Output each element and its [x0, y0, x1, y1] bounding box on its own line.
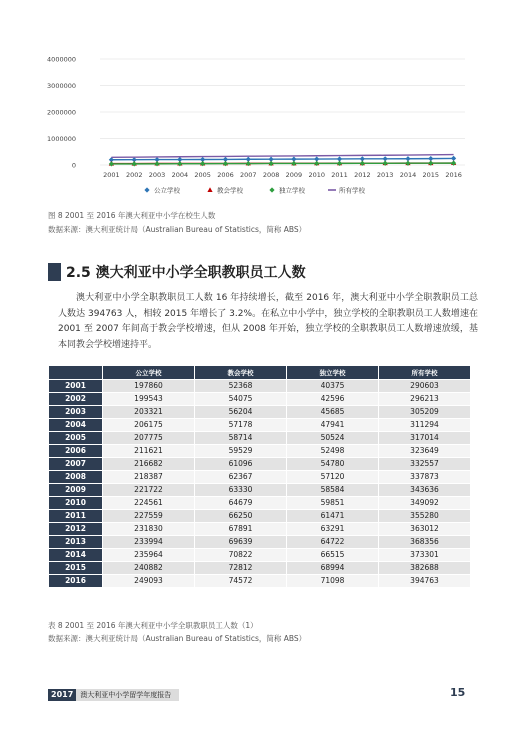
section-heading-text: 2.5 澳大利亚中小学全职教职员工人数	[66, 265, 306, 281]
table-value-cell: 221722	[103, 484, 195, 497]
x-tick-label: 2009	[285, 171, 303, 179]
legend-symbol	[144, 187, 149, 192]
table-value-cell: 349092	[379, 497, 471, 510]
x-tick-label: 2011	[331, 171, 348, 179]
table-header-cell: 教会学校	[195, 366, 287, 380]
table-value-cell: 57120	[287, 471, 379, 484]
legend-label: 所有学校	[339, 186, 365, 195]
table-year-cell: 2007	[49, 458, 103, 471]
table-value-cell: 63291	[287, 523, 379, 536]
table-year-cell: 2001	[49, 380, 103, 393]
table-value-cell: 54075	[195, 393, 287, 406]
table-value-cell: 296213	[379, 393, 471, 406]
legend-label: 教会学校	[217, 186, 243, 195]
x-tick-label: 2016	[445, 171, 462, 179]
legend-label: 独立学校	[279, 186, 305, 195]
table-value-cell: 59529	[195, 445, 287, 458]
table-value-cell: 63330	[195, 484, 287, 497]
table-value-cell: 394763	[379, 575, 471, 588]
table-value-cell: 68994	[287, 562, 379, 575]
figure-caption: 图 8 2001 至 2016 年澳大利亚中小学在校生人数	[48, 211, 216, 220]
table-value-cell: 69639	[195, 536, 287, 549]
table-header-cell	[49, 366, 103, 380]
table-year-cell: 2016	[49, 575, 103, 588]
table-year-cell: 2004	[49, 419, 103, 432]
table-year-cell: 2012	[49, 523, 103, 536]
table-value-cell: 290603	[379, 380, 471, 393]
table-value-cell: 231830	[103, 523, 195, 536]
data-point	[200, 161, 205, 166]
table-caption: 表 8 2001 至 2016 年澳大利亚中小学全职教职员工人数（1）	[48, 621, 258, 630]
table-value-cell: 74572	[195, 575, 287, 588]
table-value-cell: 58714	[195, 432, 287, 445]
table-row	[49, 523, 471, 536]
x-tick-label: 2013	[376, 171, 394, 179]
table-value-cell: 207775	[103, 432, 195, 445]
table-row	[49, 458, 471, 471]
table-value-cell: 40375	[287, 380, 379, 393]
page-number: 15	[450, 686, 466, 699]
table-row	[49, 393, 471, 406]
table-year-cell: 2003	[49, 406, 103, 419]
x-tick-label: 2005	[194, 171, 211, 179]
y-tick-label: 1000000	[47, 135, 76, 143]
table-source: 数据来源：澳大利亚统计局（Australian Bureau of Statistics，简称 ABS）	[48, 634, 307, 643]
table-year-cell: 2010	[49, 497, 103, 510]
table-value-cell: 373301	[379, 549, 471, 562]
x-tick-label: 2012	[354, 171, 371, 179]
table-value-cell: 355280	[379, 510, 471, 523]
table-value-cell: 343636	[379, 484, 471, 497]
table-value-cell: 199543	[103, 393, 195, 406]
table-value-cell: 363012	[379, 523, 471, 536]
y-tick-label: 3000000	[47, 82, 76, 90]
table-value-cell: 317014	[379, 432, 471, 445]
data-point	[132, 161, 137, 166]
table-value-cell: 235964	[103, 549, 195, 562]
table-row	[49, 536, 471, 549]
table-value-cell: 66515	[287, 549, 379, 562]
table-row	[49, 562, 471, 575]
table-value-cell: 62367	[195, 471, 287, 484]
table-row	[49, 549, 471, 562]
heading-marker	[48, 263, 61, 281]
data-point	[223, 161, 228, 166]
figure-source: 数据来源：澳大利亚统计局（Australian Bureau of Statistics，简称 ABS）	[48, 225, 307, 234]
x-tick-label: 2002	[125, 171, 143, 179]
data-point	[177, 161, 182, 166]
x-tick-label: 2006	[217, 171, 234, 179]
table-row	[49, 445, 471, 458]
x-tick-label: 2014	[399, 171, 417, 179]
table-value-cell: 67891	[195, 523, 287, 536]
table-value-cell: 233994	[103, 536, 195, 549]
table-year-cell: 2011	[49, 510, 103, 523]
table-value-cell: 52368	[195, 380, 287, 393]
table-year-cell: 2005	[49, 432, 103, 445]
table-value-cell: 323649	[379, 445, 471, 458]
table-value-cell: 337873	[379, 471, 471, 484]
table-year-cell: 2013	[49, 536, 103, 549]
table-value-cell: 47941	[287, 419, 379, 432]
table-header-cell: 独立学校	[287, 366, 379, 380]
table-row	[49, 471, 471, 484]
footer-year: 2017	[48, 689, 76, 701]
table-year-cell: 2014	[49, 549, 103, 562]
x-tick-label: 2004	[171, 171, 189, 179]
table-value-cell: 311294	[379, 419, 471, 432]
y-tick-label: 4000000	[47, 55, 76, 64]
x-tick-label: 2003	[148, 171, 166, 179]
table-value-cell: 332557	[379, 458, 471, 471]
table-header-cell: 公立学校	[103, 366, 195, 380]
table-value-cell: 59851	[287, 497, 379, 510]
table-value-cell: 64679	[195, 497, 287, 510]
table-value-cell: 227559	[103, 510, 195, 523]
table-value-cell: 249093	[103, 575, 195, 588]
legend-label: 公立学校	[154, 186, 180, 195]
series-line	[111, 155, 453, 158]
table-value-cell: 72812	[195, 562, 287, 575]
table-value-cell: 224561	[103, 497, 195, 510]
table-value-cell: 54780	[287, 458, 379, 471]
table-value-cell: 206175	[103, 419, 195, 432]
series-line	[111, 158, 453, 159]
section-heading	[48, 262, 306, 282]
data-point	[154, 161, 159, 166]
table-value-cell: 70822	[195, 549, 287, 562]
table-value-cell: 45685	[287, 406, 379, 419]
data-point	[451, 156, 456, 161]
table-value-cell: 71098	[287, 575, 379, 588]
data-point	[109, 161, 114, 166]
x-tick-label: 2015	[422, 171, 440, 179]
table-value-cell: 64722	[287, 536, 379, 549]
table-value-cell: 218387	[103, 471, 195, 484]
table-value-cell: 211621	[103, 445, 195, 458]
x-tick-label: 2008	[262, 171, 280, 179]
table-year-cell: 2009	[49, 484, 103, 497]
table-row	[49, 406, 471, 419]
table-value-cell: 382688	[379, 562, 471, 575]
x-tick-label: 2001	[103, 171, 120, 179]
table-row	[49, 419, 471, 432]
table-value-cell: 58584	[287, 484, 379, 497]
table-value-cell: 66250	[195, 510, 287, 523]
y-tick-label: 2000000	[47, 108, 76, 117]
x-tick-label: 2010	[308, 171, 325, 179]
y-tick-label: 0	[71, 161, 76, 170]
table-value-cell: 52498	[287, 445, 379, 458]
footer-band	[48, 689, 179, 701]
table-row	[49, 497, 471, 510]
footer-report-title: 澳大利亚中小学留学年度报告	[76, 689, 179, 701]
table-row	[49, 380, 471, 393]
table-row	[49, 575, 471, 588]
body-paragraph: 澳大利亚中小学全职教职员工人数 16 年持续增长，截至 2016 年，澳大利亚中小学全职教职员工总人数达 394763 人，相较 2015 年增长了 3.2%。在私立中小学中，独立学校的全职教职员工人数增速在 2001 至 2007 年间高于教会学校增速，但从 2008 年开始，独立学校的全职教职员工人数增速放缓，基本同教会学校增速持平。	[58, 293, 478, 350]
table-value-cell: 57178	[195, 419, 287, 432]
table-value-cell: 203321	[103, 406, 195, 419]
series-line	[111, 163, 453, 164]
student-enrollment-line-chart	[40, 44, 480, 204]
table-value-cell: 197860	[103, 380, 195, 393]
table-row	[49, 510, 471, 523]
table-value-cell: 240882	[103, 562, 195, 575]
table-header-cell: 所有学校	[379, 366, 471, 380]
table-year-cell: 2008	[49, 471, 103, 484]
table-header-row	[49, 366, 471, 380]
legend-symbol	[269, 187, 274, 192]
table-value-cell: 368356	[379, 536, 471, 549]
table-value-cell: 216682	[103, 458, 195, 471]
table-value-cell: 61096	[195, 458, 287, 471]
table-year-cell: 2015	[49, 562, 103, 575]
legend-symbol	[207, 187, 212, 192]
table-value-cell: 61471	[287, 510, 379, 523]
table-value-cell: 56204	[195, 406, 287, 419]
table-value-cell: 42596	[287, 393, 379, 406]
table-year-cell: 2006	[49, 445, 103, 458]
table-year-cell: 2002	[49, 393, 103, 406]
table-row	[49, 484, 471, 497]
table-value-cell: 50524	[287, 432, 379, 445]
table-row	[49, 432, 471, 445]
staff-count-table	[48, 365, 471, 588]
table-value-cell: 305209	[379, 406, 471, 419]
x-tick-label: 2007	[240, 171, 257, 179]
